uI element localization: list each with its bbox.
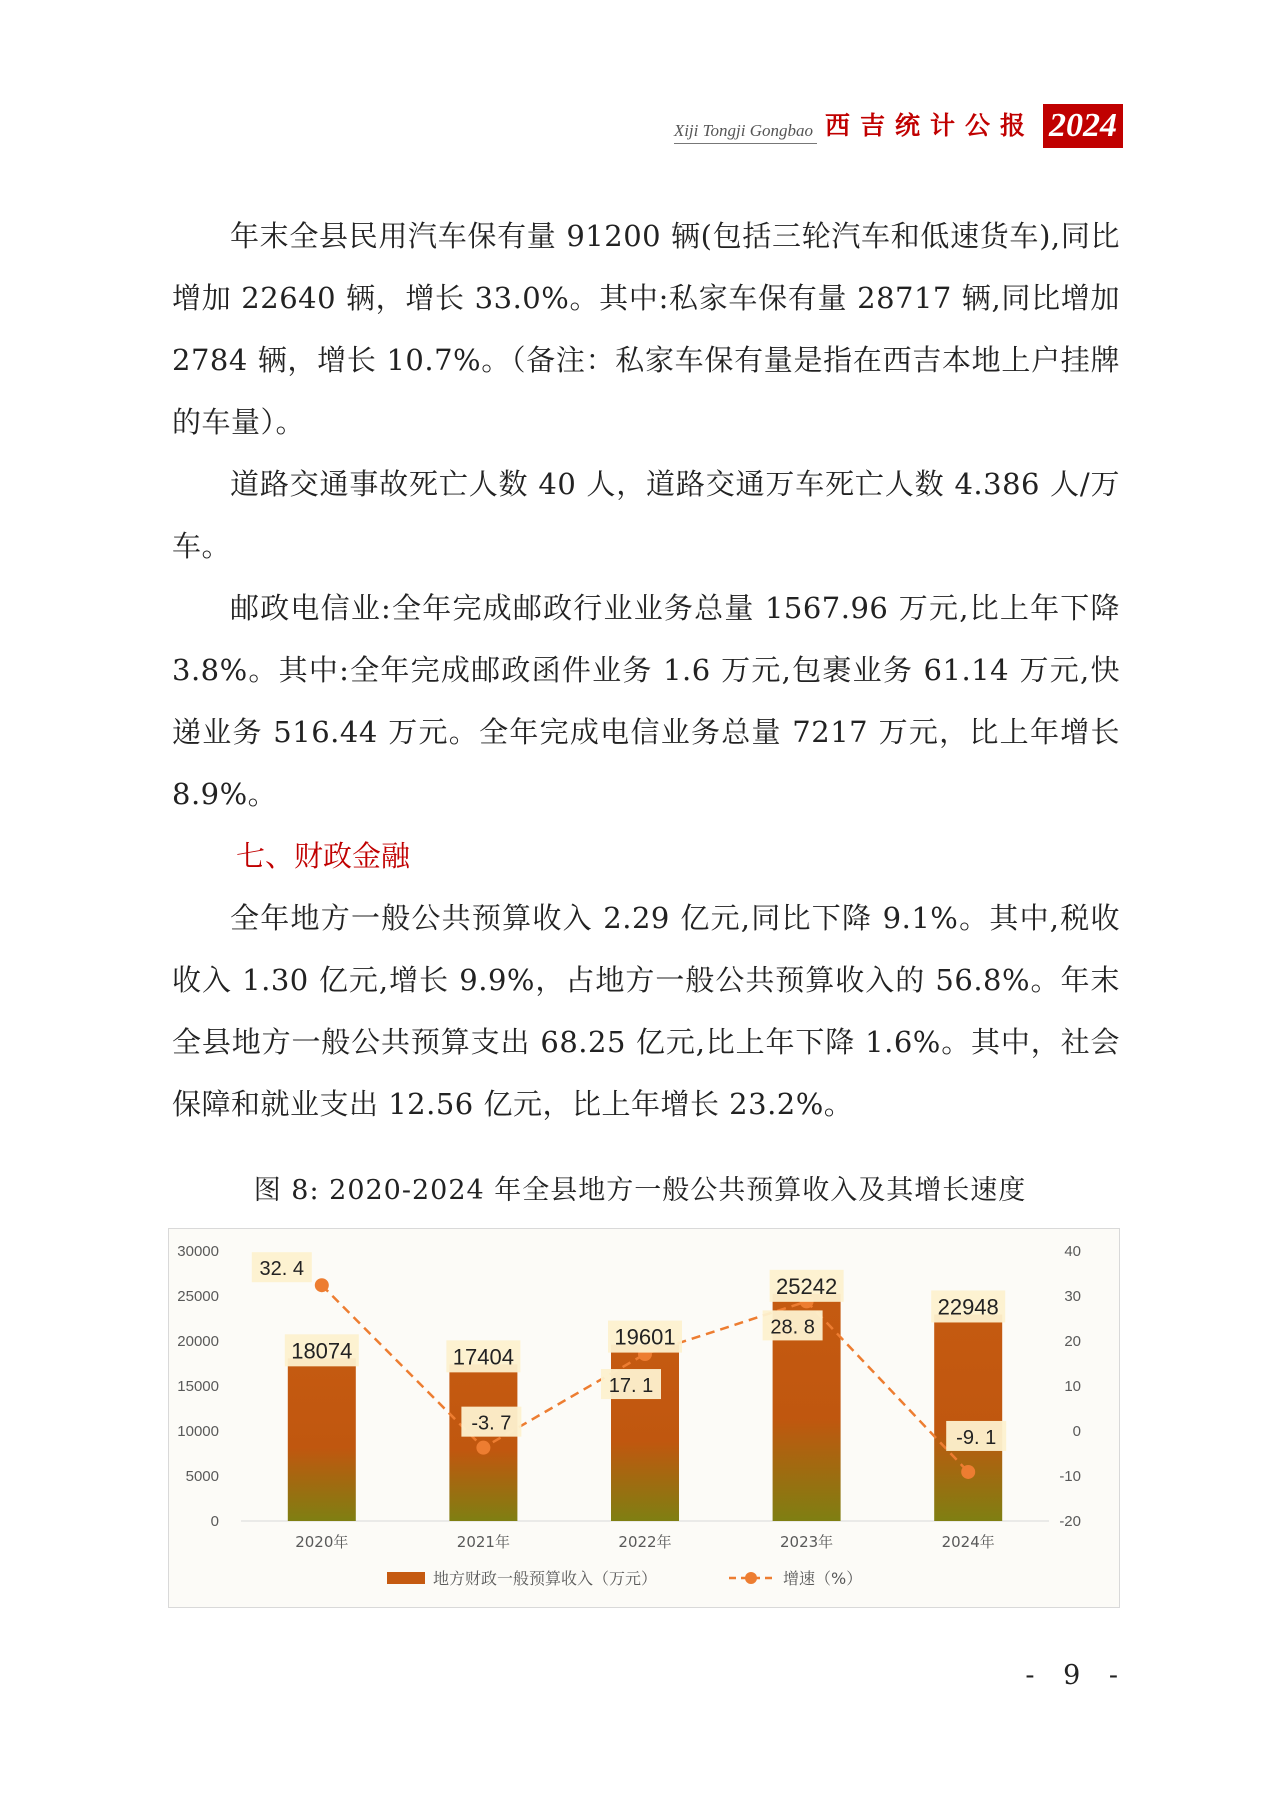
paragraph-vehicles: 年末全县民用汽车保有量 91200 辆(包括三轮汽车和低速货车),同比增加 22640 辆，增长 33.0%。其中:私家车保有量 28717 辆,同比增加 2784 辆，增长 10.7%。（备注：私家车保有量是指在西吉本地上户挂牌的车量）。 [172, 219, 1120, 439]
legend-bar-label: 地方财政一般预算收入（万元） [433, 1569, 658, 1588]
pct-data-label: 28. 8 [770, 1316, 815, 1339]
left-axis-tick: 5000 [185, 1468, 219, 1485]
left-axis-tick: 0 [210, 1513, 219, 1530]
left-axis-tick: 10000 [177, 1423, 219, 1440]
right-axis [1059, 1243, 1081, 1530]
header-year-badge: 2024 [1043, 104, 1123, 148]
category-axis [295, 1533, 995, 1551]
right-axis-tick: 10 [1064, 1378, 1081, 1395]
section-heading-finance: 七、财政金融 [236, 839, 411, 873]
pct-data-label: 32. 4 [259, 1258, 305, 1281]
figure-caption: 图 8: 2020-2024 年全县地方一般公共预算收入及其增长速度 [253, 1175, 1027, 1206]
paragraph-postal-telecom: 邮政电信业:全年完成邮政行业业务总量 1567.96 万元,比上年下降 3.8%。其中:全年完成邮政函件业务 1.6 万元,包裹业务 61.14 万元,快递业务 516.44 万元。全年完成电信业务总量 7217 万元，比上年增长 8.9%。 [172, 591, 1120, 811]
right-axis-tick: -10 [1059, 1468, 1081, 1485]
category-label: 2022年 [618, 1533, 672, 1551]
header-english-title: Xiji Tongji Gongbao [674, 121, 817, 144]
paragraph-traffic-accidents: 道路交通事故死亡人数 40 人，道路交通万车死亡人数 4.386 人/万车。 [172, 467, 1120, 563]
bar [288, 1358, 356, 1521]
category-label: 2021年 [456, 1533, 510, 1551]
right-axis-tick: 30 [1064, 1288, 1081, 1305]
category-label: 2024年 [941, 1533, 995, 1551]
left-axis-tick: 25000 [177, 1288, 219, 1305]
combo-chart [169, 1229, 1121, 1609]
body-text [172, 205, 1120, 1135]
bar-data-label: 18074 [291, 1338, 353, 1364]
page-header [674, 100, 1123, 148]
right-axis-tick: 20 [1064, 1333, 1081, 1350]
chart-legend [387, 1569, 862, 1588]
growth-point [476, 1441, 490, 1455]
left-axis-tick: 15000 [177, 1378, 219, 1395]
page-number: - 9 - [1025, 1660, 1128, 1691]
paragraph-fiscal-revenue: 全年地方一般公共预算收入 2.29 亿元,同比下降 9.1%。其中,税收收入 1.30 亿元,增长 9.9%，占地方一般公共预算收入的 56.8%。年末全县地方一般公共预算支出 68.25 亿元,比上年下降 1.6%。其中，社会保障和就业支出 12.56 亿元，比上年增长 23.2%。 [172, 901, 1120, 1121]
bar-data-label: 17404 [452, 1344, 514, 1370]
bar [934, 1314, 1002, 1521]
legend-bar-swatch [387, 1572, 425, 1584]
growth-point [961, 1465, 975, 1479]
bar-data-label: 19601 [614, 1324, 676, 1350]
right-axis-tick: 40 [1064, 1243, 1081, 1260]
pct-data-label: 17. 1 [608, 1375, 654, 1398]
header-chinese-title: 西吉统计公报 [824, 111, 1035, 140]
legend-line-marker [745, 1572, 757, 1584]
chart-container [168, 1228, 1120, 1608]
right-axis-tick: 0 [1072, 1423, 1081, 1440]
category-label: 2020年 [295, 1533, 349, 1551]
growth-point [315, 1278, 329, 1292]
legend-line-label: 增速（%） [783, 1569, 863, 1588]
pct-data-label: -3. 7 [471, 1412, 512, 1435]
left-axis-tick: 30000 [177, 1243, 219, 1260]
bar-data-label: 25242 [776, 1273, 838, 1299]
bar-data-label: 22948 [937, 1294, 999, 1320]
category-label: 2023年 [780, 1533, 834, 1551]
pct-data-label: -9. 1 [956, 1426, 997, 1449]
right-axis-tick: -20 [1059, 1513, 1081, 1530]
left-axis-tick: 20000 [177, 1333, 219, 1350]
